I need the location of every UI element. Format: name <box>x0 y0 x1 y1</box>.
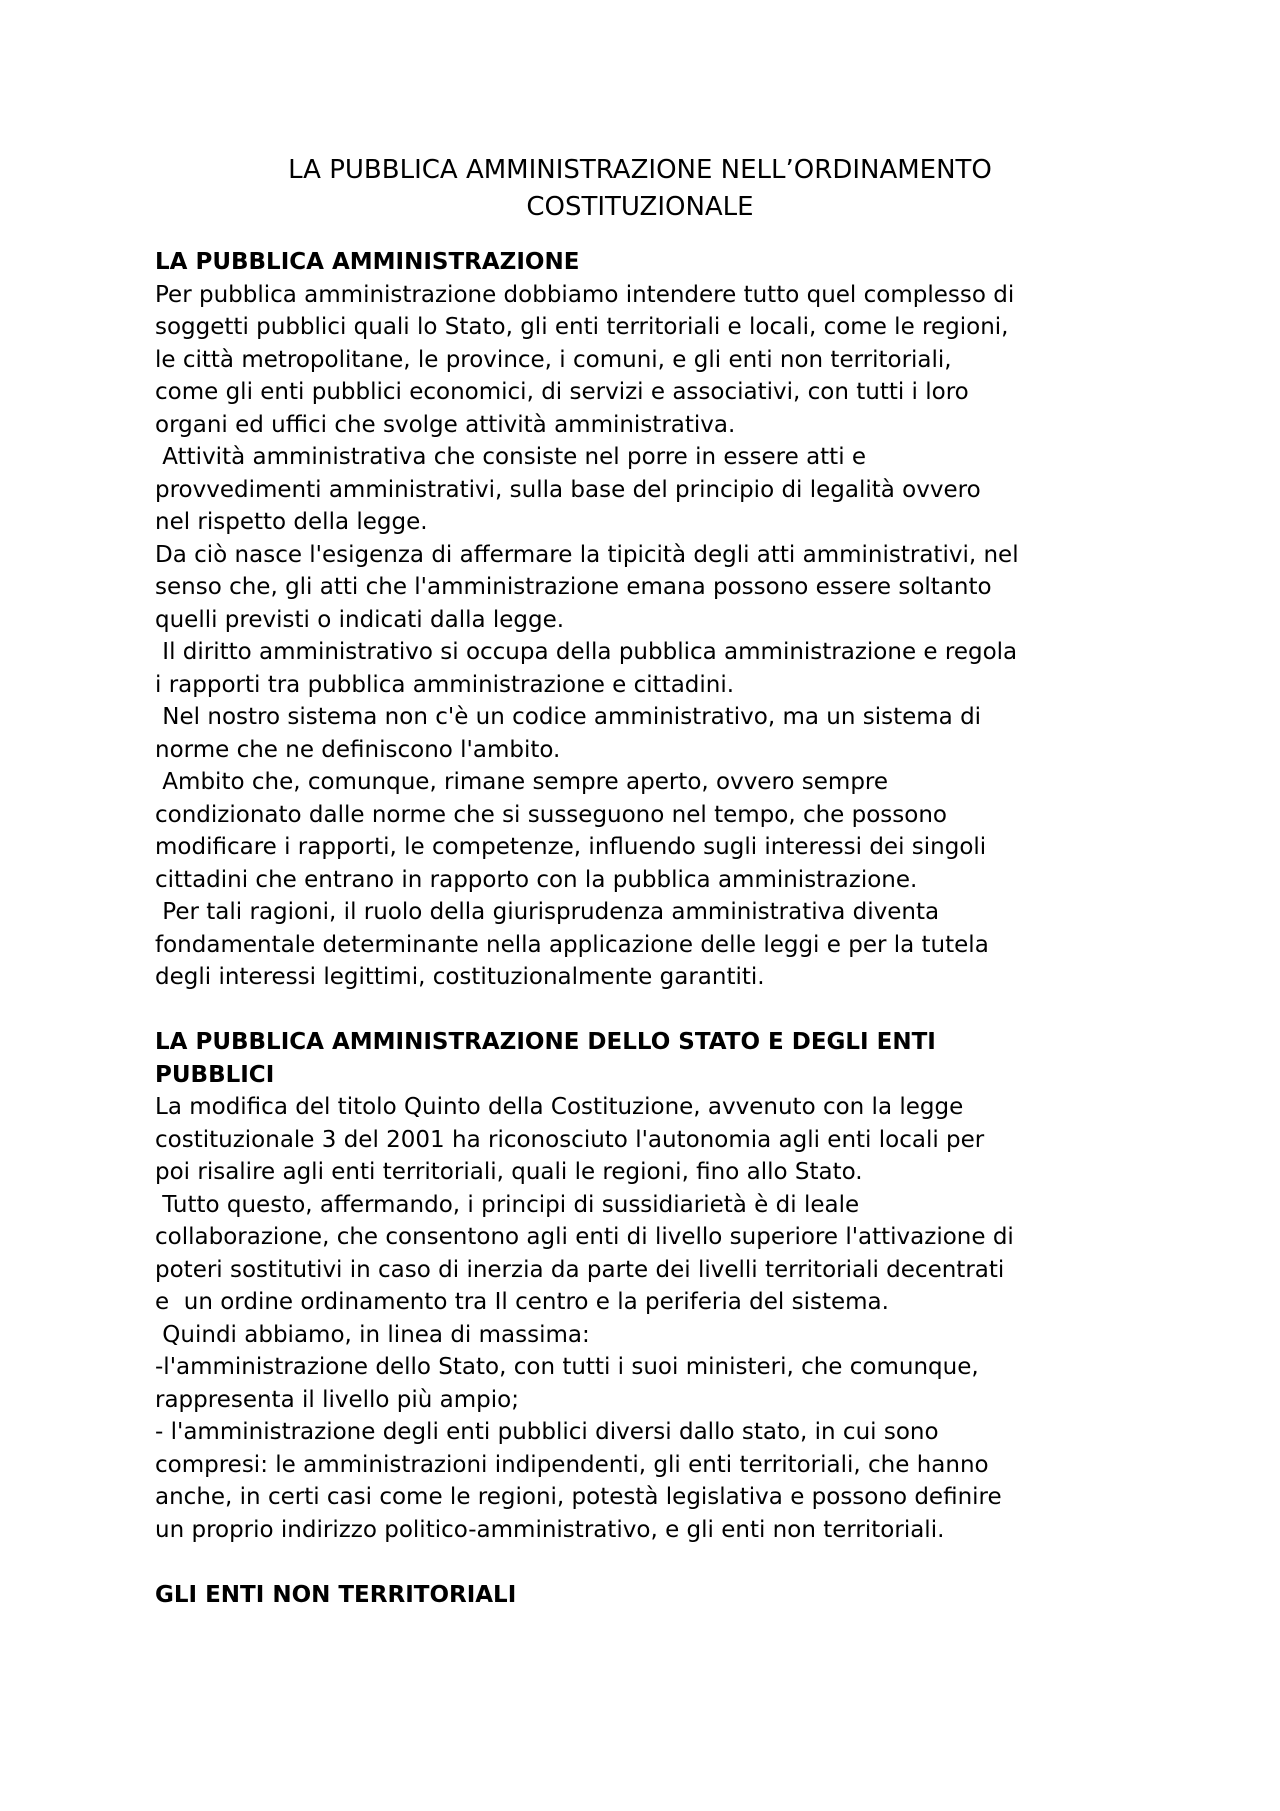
paragraph-line: come gli enti pubblici economici, di servizi e associativi, con tutti i loro <box>155 379 969 405</box>
paragraph-line: modificare i rapporti, le competenze, influendo sugli interessi dei singoli <box>155 834 987 860</box>
paragraph-line: Per pubblica amministrazione dobbiamo intendere tutto quel complesso di <box>155 281 1015 308</box>
paragraph-line: le città metropolitane, le province, i comuni, e gli enti non territoriali, <box>155 346 952 373</box>
section-spacer <box>155 994 1155 1027</box>
paragraph-line: Per tali ragioni, il ruolo della giurisprudenza amministrativa diventa <box>155 899 940 925</box>
section-heading: GLI ENTI NON TERRITORIALI <box>155 1581 517 1608</box>
document-title-line: LA PUBBLICA AMMINISTRAZIONE NELL’ORDINAMENTO <box>288 155 992 185</box>
paragraph-line: poteri sostitutivi in caso di inerzia da parte dei livelli territoriali decentrati <box>155 1256 1005 1283</box>
section-spacer <box>155 1546 1155 1579</box>
paragraph-line: costituzionale 3 del 2001 ha riconosciuto l'autonomia agli enti locali per <box>155 1126 985 1153</box>
paragraph-line: fondamentale determinante nella applicazione delle leggi e per la tutela <box>155 931 989 958</box>
paragraph-line: poi risalire agli enti territoriali, quali le regioni, fino allo Stato. <box>155 1159 863 1185</box>
paragraph-line: soggetti pubblici quali lo Stato, gli enti territoriali e locali, come le regioni, <box>155 314 1009 340</box>
paragraph-line: compresi: le amministrazioni indipendenti, gli enti territoriali, che hanno <box>155 1451 989 1478</box>
paragraph-line: - l'amministrazione degli enti pubblici diversi dallo stato, in cui sono <box>155 1419 939 1445</box>
paragraph-line: condizionato dalle norme che si susseguono nel tempo, che possono <box>155 801 947 828</box>
paragraph-line: Quindi abbiamo, in linea di massima: <box>155 1321 590 1348</box>
paragraph-line: cittadini che entrano in rapporto con la pubblica amministrazione. <box>155 866 918 893</box>
paragraph-line: quelli previsti o indicati dalla legge. <box>155 606 565 633</box>
paragraph-line: nel rispetto della legge. <box>155 509 428 535</box>
paragraph-line: Da ciò nasce l'esigenza di affermare la tipicità degli atti amministrativi, nel <box>155 541 1019 568</box>
paragraph-line: norme che ne definiscono l'ambito. <box>155 736 561 763</box>
paragraph-line: collaborazione, che consentono agli enti di livello superiore l'attivazione di <box>155 1224 1014 1250</box>
section-heading: LA PUBBLICA AMMINISTRAZIONE DELLO STATO E DEGLI ENTI <box>155 1029 936 1055</box>
document-body <box>155 246 1155 1611</box>
paragraph-line: provvedimenti amministrativi, sulla base del principio di legalità ovvero <box>155 476 981 503</box>
paragraph-line: degli interessi legittimi, costituzionalmente garantiti. <box>155 964 765 990</box>
paragraph-line: Ambito che, comunque, rimane sempre aperto, ovvero sempre <box>155 769 889 795</box>
paragraph-line: i rapporti tra pubblica amministrazione e cittadini. <box>155 671 735 698</box>
section-heading: LA PUBBLICA AMMINISTRAZIONE <box>155 249 580 275</box>
section-heading: PUBBLICI <box>155 1061 275 1088</box>
paragraph-line: La modifica del titolo Quinto della Costituzione, avvenuto con la legge <box>155 1094 964 1120</box>
paragraph-line: organi ed uffici che svolge attività amministrativa. <box>155 411 736 438</box>
paragraph-line: e un ordine ordinamento tra Il centro e la periferia del sistema. <box>155 1289 889 1315</box>
paragraph-line: -l'amministrazione dello Stato, con tutti i suoi ministeri, che comunque, <box>155 1354 979 1380</box>
paragraph-line: Tutto questo, affermando, i principi di sussidiarietà è di leale <box>155 1191 860 1218</box>
paragraph-line: Il diritto amministrativo si occupa della pubblica amministrazione e regola <box>155 639 1018 665</box>
paragraph-line: Attività amministrativa che consiste nel porre in essere atti e <box>155 444 867 470</box>
paragraph-line: rappresenta il livello più ampio; <box>155 1386 519 1413</box>
paragraph-line: Nel nostro sistema non c'è un codice amministrativo, ma un sistema di <box>155 704 982 730</box>
document-title <box>140 152 1140 226</box>
paragraph-line: senso che, gli atti che l'amministrazione emana possono essere soltanto <box>155 574 992 600</box>
paragraph-line: anche, in certi casi come le regioni, potestà legislativa e possono definire <box>155 1484 1002 1510</box>
paragraph-line: un proprio indirizzo politico-amministrativo, e gli enti non territoriali. <box>155 1516 945 1543</box>
document-title-line: COSTITUZIONALE <box>526 192 754 222</box>
